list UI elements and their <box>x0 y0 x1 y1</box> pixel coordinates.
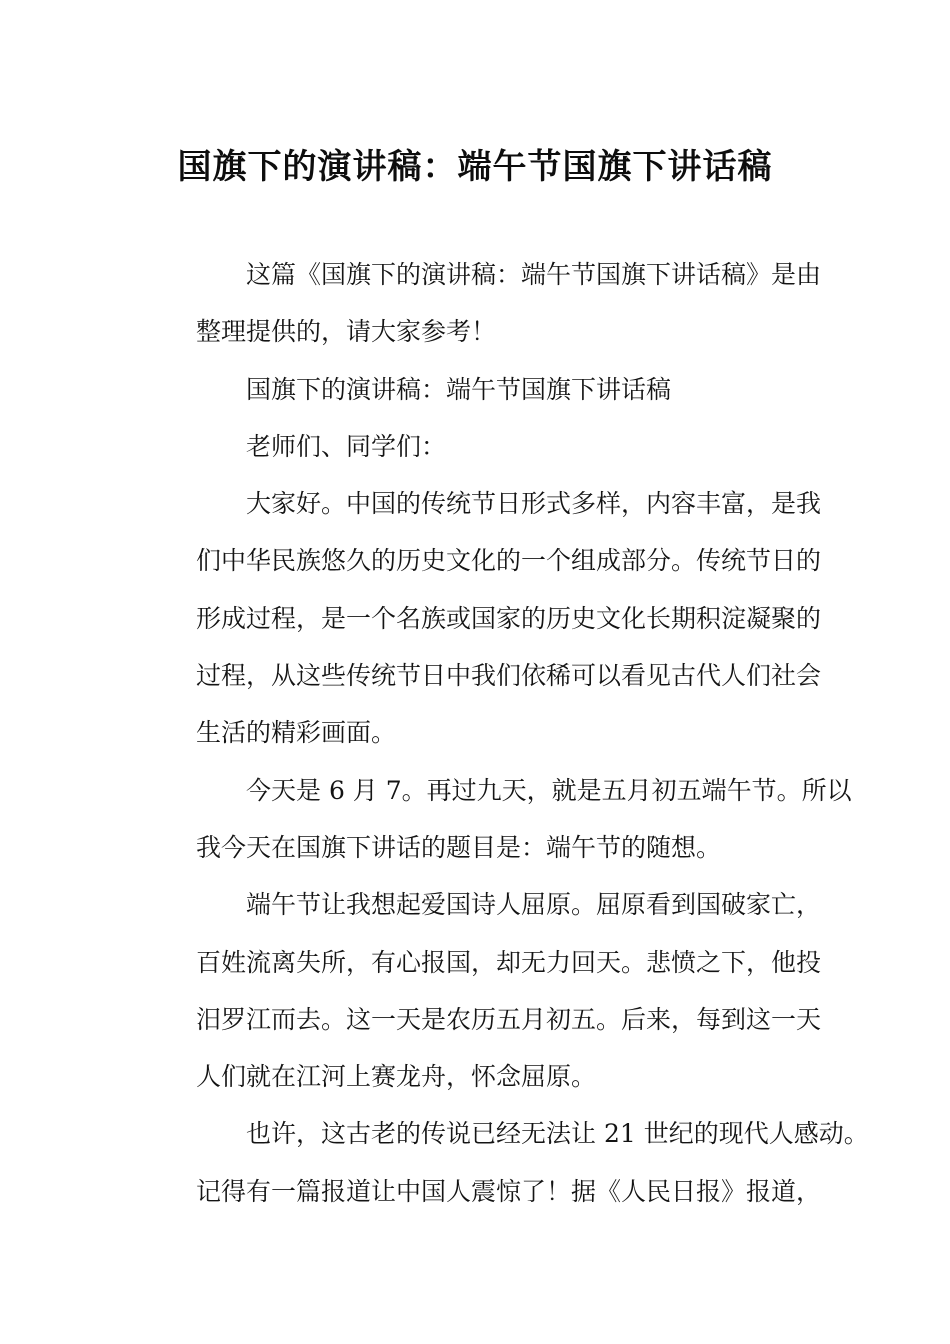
paragraph-line: 端午节让我想起爱国诗人屈原。屈原看到国破家亡， <box>246 890 822 920</box>
paragraph-line: 汨罗江而去。这一天是农历五月初五。后来，每到这一天 <box>196 1004 822 1034</box>
paragraph-line: 这篇《国旗下的演讲稿：端午节国旗下讲话稿》是由 <box>246 260 822 289</box>
paragraph-line: 形成过程，是一个名族或国家的历史文化长期积淀凝聚的 <box>196 603 822 633</box>
paragraph-line: 记得有一篇报道让中国人震惊了！据《人民日报》报道， <box>196 1176 822 1206</box>
paragraph-line: 国旗下的演讲稿：端午节国旗下讲话稿 <box>246 374 672 404</box>
paragraph-line: 百姓流离失所，有心报国，却无力回天。悲愤之下，他投 <box>196 947 822 977</box>
paragraph-line: 今天是 6 月 7。再过九天，就是五月初五端午节。所以 <box>246 775 852 805</box>
paragraph-line: 我今天在国旗下讲话的题目是：端午节的随想。 <box>196 832 722 862</box>
paragraph-line: 生活的精彩画面。 <box>196 718 397 748</box>
document-body <box>146 246 869 1220</box>
paragraph-topic <box>146 762 852 877</box>
paragraph-line: 大家好。中国的传统节日形式多样，内容丰富，是我 <box>246 489 822 519</box>
paragraph-salutation <box>146 418 811 475</box>
paragraph-quyuan <box>146 876 822 1105</box>
paragraph-line: 老师们、同学们： <box>246 431 447 461</box>
paragraph-subtitle <box>146 361 811 418</box>
paragraph-greeting <box>146 475 822 761</box>
paragraph-line: 人们就在江河上赛龙舟，怀念屈原。 <box>196 1062 597 1092</box>
paragraph-report <box>146 1105 869 1220</box>
paragraph-line: 整理提供的，请大家参考！ <box>196 317 497 347</box>
document-title: 国旗下的演讲稿：端午节国旗下讲话稿 <box>177 146 773 187</box>
paragraph-line: 们中华民族悠久的历史文化的一个组成部分。传统节日的 <box>196 546 822 576</box>
paragraph-line: 也许，这古老的传说已经无法让 21 世纪的现代人感动。 <box>246 1119 869 1149</box>
paragraph-line: 过程，从这些传统节日中我们依稀可以看见古代人们社会 <box>196 661 822 691</box>
paragraph-intro <box>146 246 822 361</box>
